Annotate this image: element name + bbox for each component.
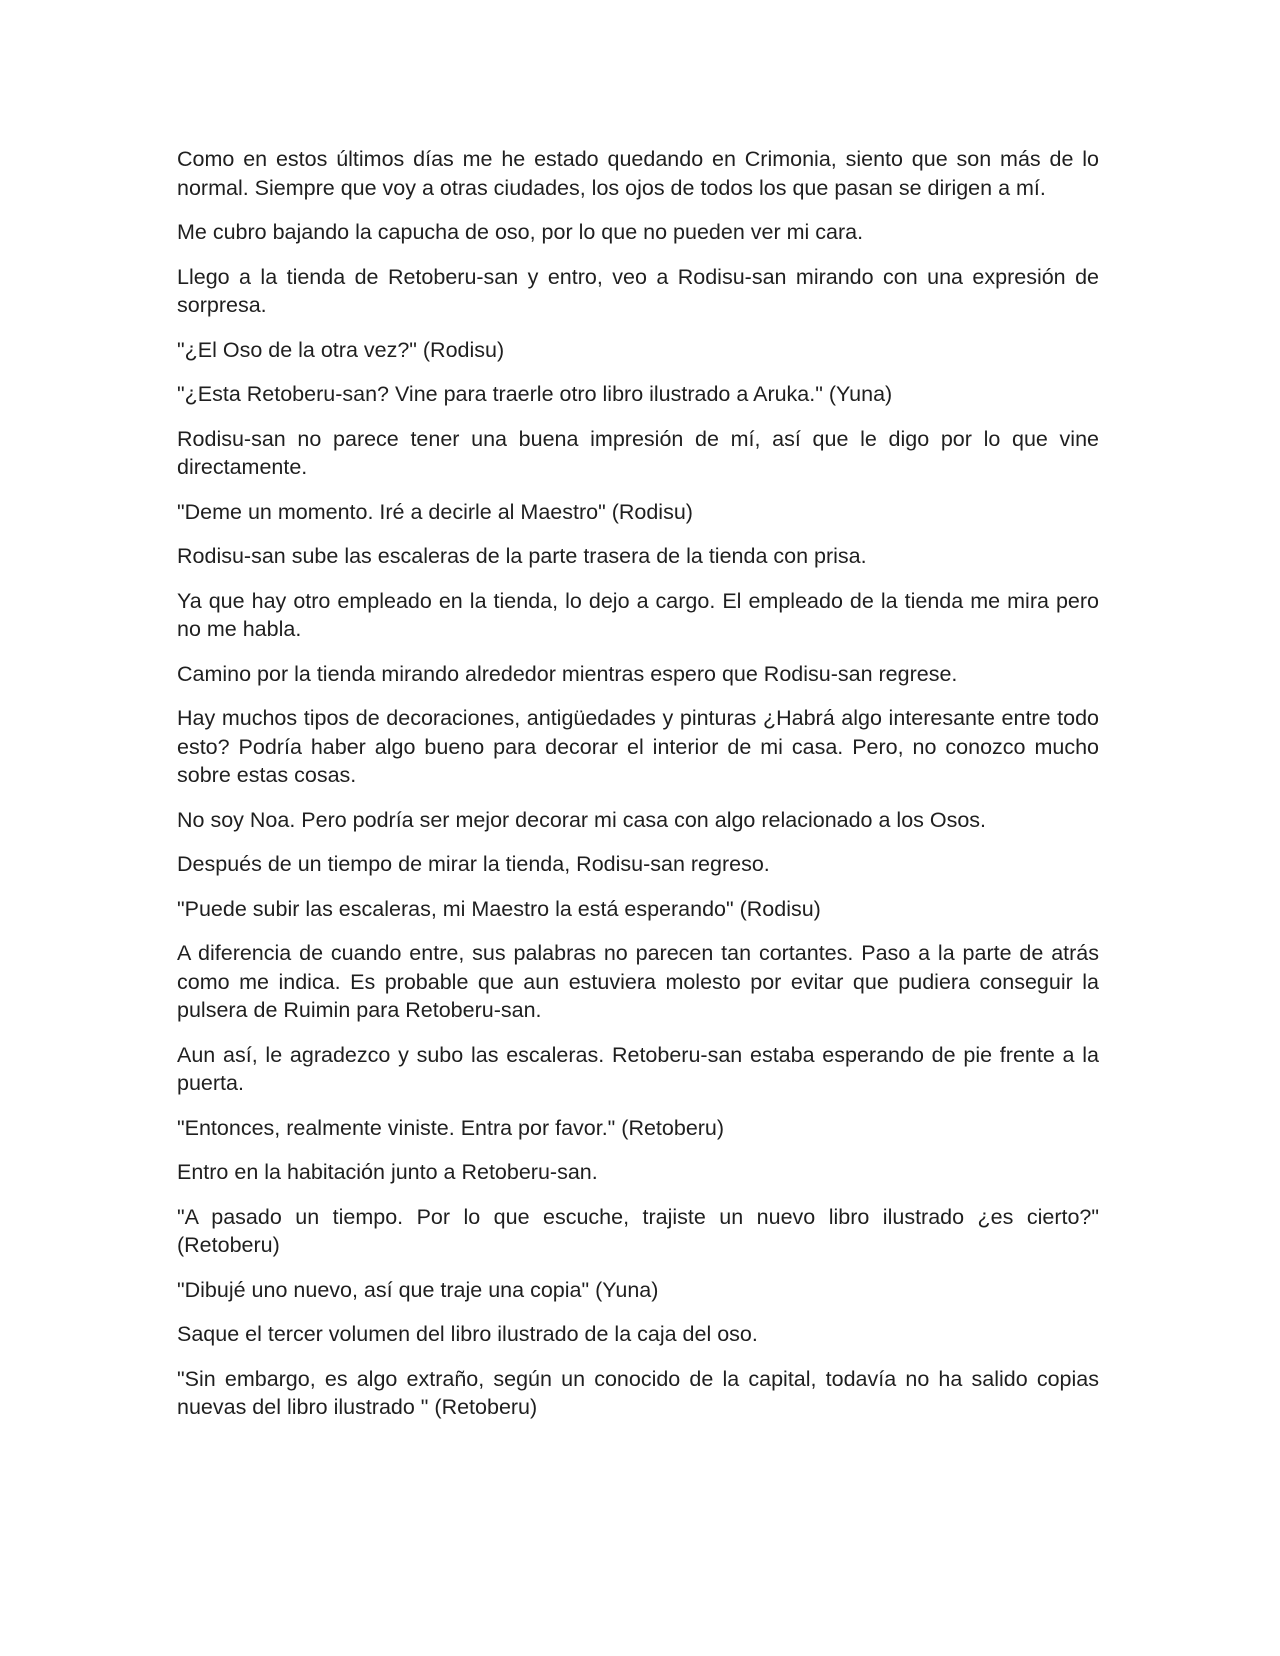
paragraph: "Entonces, realmente viniste. Entra por favor." (Retoberu) (177, 1115, 725, 1140)
paragraph: No soy Noa. Pero podría ser mejor decorar mi casa con algo relacionado a los Osos. (177, 807, 987, 832)
paragraph: Saque el tercer volumen del libro ilustrado de la caja del oso. (177, 1322, 758, 1346)
document-body (177, 145, 1099, 1438)
paragraph: Rodisu-san sube las escaleras de la parte trasera de la tienda con prisa. (177, 544, 867, 568)
paragraph: "¿Esta Retoberu-san? Vine para traerle otro libro ilustrado a Aruka." (Yuna) (177, 382, 893, 406)
paragraph: Camino por la tienda mirando alrededor mientras espero que Rodisu-san regrese. (177, 661, 958, 686)
paragraph: Como en estos últimos días me he estado quedando en Crimonia, siento que son más de lo normal. Siempre que voy a otras ciudades, los ojos de todos los que pasan se dirigen a mí. (177, 147, 1099, 200)
paragraph: A diferencia de cuando entre, sus palabras no parecen tan cortantes. Paso a la parte de atrás como me indica. Es probable que aun estuviera molesto por evitar que pudiera conseguir la pulsera de Ruimin para Retoberu-san. (177, 941, 1099, 1022)
paragraph: Rodisu-san no parece tener una buena impresión de mí, así que le digo por lo que vine directamente. (177, 426, 1099, 479)
paragraph: "A pasado un tiempo. Por lo que escuche, trajiste un nuevo libro ilustrado ¿es cierto?" (Retoberu) (177, 1204, 1099, 1257)
paragraph: Hay muchos tipos de decoraciones, antigüedades y pinturas ¿Habrá algo interesante entre todo esto? Podría haber algo bueno para decorar el interior de mi casa. Pero, no conozco mucho sobre estas cosas. (177, 706, 1099, 787)
paragraph: Después de un tiempo de mirar la tienda, Rodisu-san regreso. (177, 852, 770, 876)
paragraph: "Sin embargo, es algo extraño, según un conocido de la capital, todavía no ha salido copias nuevas del libro ilustrado " (Retoberu) (177, 1366, 1099, 1419)
paragraph: "Dibujé uno nuevo, así que traje una copia" (Yuna) (177, 1277, 659, 1302)
paragraph: Llego a la tienda de Retoberu-san y entro, veo a Rodisu-san mirando con una expresión de sorpresa. (177, 264, 1099, 317)
paragraph: "Puede subir las escaleras, mi Maestro la está esperando" (Rodisu) (177, 896, 821, 921)
paragraph: "¿El Oso de la otra vez?" (Rodisu) (177, 337, 505, 362)
paragraph: Entro en la habitación junto a Retoberu-san. (177, 1160, 598, 1184)
paragraph: "Deme un momento. Iré a decirle al Maestro" (Rodisu) (177, 499, 693, 524)
paragraph: Aun así, le agradezco y subo las escaleras. Retoberu-san estaba esperando de pie frente a la puerta. (177, 1042, 1099, 1095)
paragraph: Ya que hay otro empleado en la tienda, lo dejo a cargo. El empleado de la tienda me mira pero no me habla. (177, 588, 1099, 641)
paragraph: Me cubro bajando la capucha de oso, por lo que no pueden ver mi cara. (177, 220, 864, 244)
